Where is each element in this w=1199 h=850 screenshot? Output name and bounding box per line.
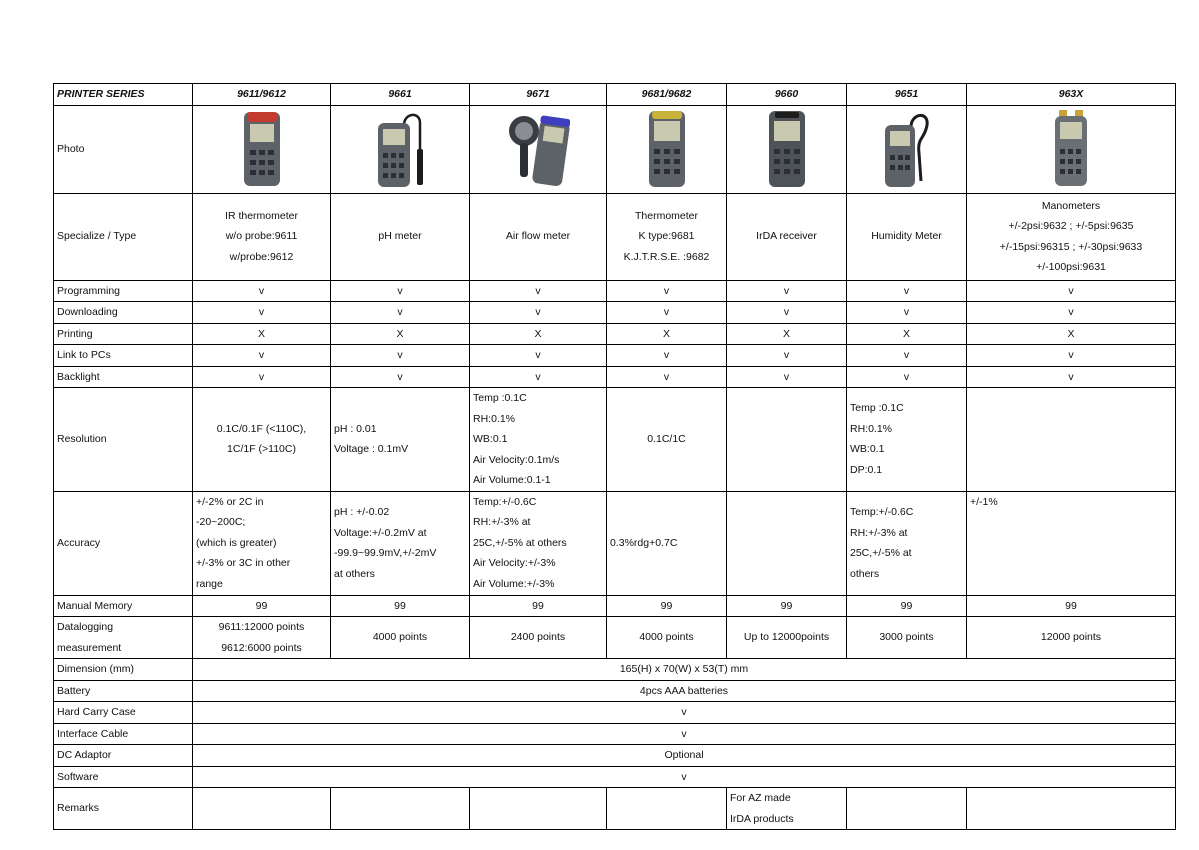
cell-line: pH : 0.01: [334, 422, 377, 435]
cell-line: (which is greater): [196, 536, 277, 549]
cell-line: 0.1C/0.1F (<110C),: [216, 422, 307, 435]
datalogging-cell: 3000 points: [847, 617, 967, 659]
row-label: Software: [54, 766, 193, 788]
spec-cell: [193, 193, 331, 280]
spec-table: [53, 83, 1176, 830]
cell-line: RH:+/-3% at: [473, 516, 531, 529]
cell-line: For AZ made: [730, 792, 791, 804]
spec-cell: [967, 193, 1176, 280]
accuracy-cell: [193, 491, 331, 595]
feature-mark: v: [847, 366, 967, 388]
common-value-cell: v: [193, 702, 1176, 724]
dc-adaptor-row: [54, 745, 1176, 767]
feature-row-downloading: [54, 302, 1176, 324]
hard-carry-case-row: [54, 702, 1176, 724]
header-model: 9660: [727, 84, 847, 106]
row-label: Accuracy: [54, 491, 193, 595]
remarks-cell: [470, 788, 607, 830]
cell-line: range: [196, 577, 223, 590]
cell-line: RH:0.1%: [473, 412, 516, 425]
feature-mark: X: [331, 323, 470, 345]
feature-mark: v: [847, 302, 967, 324]
header-printer-series: PRINTER SERIES: [54, 84, 193, 106]
photo-row: [54, 105, 1176, 193]
memory-cell: 99: [727, 595, 847, 617]
feature-mark: v: [847, 345, 967, 367]
cell-line: IrDA products: [730, 812, 794, 825]
cell-line: RH:+/-3% at: [850, 526, 908, 539]
cell-line: at others: [334, 567, 375, 580]
cell-line: WB:0.1: [473, 433, 508, 445]
memory-cell: 99: [331, 595, 470, 617]
humidity-meter-device-image: [881, 109, 933, 189]
photo-cell: [847, 105, 967, 193]
cell-line: Air Velocity:0.1m/s: [473, 453, 560, 466]
row-label: [54, 617, 193, 659]
cell-line: WB:0.1: [850, 443, 885, 456]
feature-mark: X: [470, 323, 607, 345]
accuracy-cell: [470, 491, 607, 595]
photo-cell: [331, 105, 470, 193]
resolution-cell: [470, 388, 607, 492]
accuracy-cell: 0.3%rdg+0.7C: [607, 491, 727, 595]
feature-mark: v: [967, 280, 1176, 302]
feature-mark: v: [607, 366, 727, 388]
datalogging-cell: 12000 points: [967, 617, 1176, 659]
header-row: [54, 84, 1176, 106]
memory-cell: 99: [193, 595, 331, 617]
row-label: DC Adaptor: [54, 745, 193, 767]
accuracy-cell: +/-1%: [967, 491, 1176, 595]
row-label: Battery: [54, 680, 193, 702]
cell-line: +/-15psi:96315 ; +/-30psi:9633: [999, 240, 1143, 253]
feature-mark: v: [967, 345, 1176, 367]
resolution-cell: 0.1C/1C: [607, 388, 727, 492]
specialize-type-row: [54, 193, 1176, 280]
cell-line: Datalogging: [57, 621, 114, 633]
feature-mark: v: [967, 302, 1176, 324]
datalogging-cell: 4000 points: [607, 617, 727, 659]
ph-meter-device-image: [374, 109, 426, 189]
air-flow-meter-device-image: [506, 109, 570, 189]
common-value-cell: Optional: [193, 745, 1176, 767]
feature-mark: v: [470, 302, 607, 324]
feature-mark: v: [470, 366, 607, 388]
feature-mark: X: [607, 323, 727, 345]
photo-cell: [727, 105, 847, 193]
memory-cell: 99: [967, 595, 1176, 617]
photo-cell: [967, 105, 1176, 193]
common-value-cell: v: [193, 723, 1176, 745]
feature-mark: v: [193, 345, 331, 367]
cell-line: +/-100psi:9631: [1036, 261, 1106, 273]
cell-line: others: [850, 567, 880, 580]
remarks-cell: [331, 788, 470, 830]
cell-line: 9611:12000 points: [218, 621, 305, 633]
remarks-row: [54, 788, 1176, 830]
datalogging-cell: Up to 12000points: [727, 617, 847, 659]
row-label: Remarks: [54, 788, 193, 830]
resolution-cell: [847, 388, 967, 492]
resolution-cell: [967, 388, 1176, 492]
cell-line: Air Volume:0.1-1: [473, 474, 551, 486]
cell-line: Air Velocity:+/-3%: [473, 557, 556, 570]
feature-mark: X: [727, 323, 847, 345]
feature-mark: v: [331, 366, 470, 388]
row-label: Hard Carry Case: [54, 702, 193, 724]
header-model: 9661: [331, 84, 470, 106]
remarks-cell: [193, 788, 331, 830]
spec-cell: pH meter: [331, 193, 470, 280]
resolution-cell: [727, 388, 847, 492]
cell-line: Voltage : 0.1mV: [334, 443, 409, 456]
dimension-row: [54, 659, 1176, 681]
cell-line: w/o probe:9611: [225, 230, 298, 243]
thermometer-k-type-device-image: [647, 109, 687, 189]
header-model: 963X: [967, 84, 1176, 106]
feature-mark: v: [727, 302, 847, 324]
cell-line: IR thermometer: [225, 209, 298, 222]
row-label: Photo: [54, 105, 193, 193]
remarks-cell: [847, 788, 967, 830]
cell-line: Thermometer: [634, 209, 698, 222]
cell-line: +/-3% or 3C in other: [196, 557, 291, 570]
feature-row-printing: [54, 323, 1176, 345]
feature-mark: v: [727, 345, 847, 367]
accuracy-row: [54, 491, 1176, 595]
datalogging-cell: 4000 points: [331, 617, 470, 659]
feature-mark: v: [847, 280, 967, 302]
common-value-cell: v: [193, 766, 1176, 788]
feature-mark: v: [607, 302, 727, 324]
header-model: 9611/9612: [193, 84, 331, 106]
cell-line: w/probe:9612: [229, 250, 294, 263]
cell-line: Air Volume:+/-3%: [473, 577, 555, 590]
row-label: Programming: [54, 280, 193, 302]
remarks-cell: [967, 788, 1176, 830]
memory-cell: 99: [847, 595, 967, 617]
feature-mark: v: [331, 345, 470, 367]
feature-row-programming: [54, 280, 1176, 302]
resolution-row: [54, 388, 1176, 492]
cell-line: +/-2% or 2C in: [196, 495, 264, 508]
photo-cell: [470, 105, 607, 193]
spec-cell: [607, 193, 727, 280]
cell-line: pH : +/-0.02: [334, 506, 390, 518]
resolution-cell: [331, 388, 470, 492]
accuracy-cell: [727, 491, 847, 595]
datalogging-cell: [193, 617, 331, 659]
cell-line: -99.9~99.9mV,+/-2mV: [334, 547, 437, 559]
feature-mark: v: [727, 366, 847, 388]
feature-mark: v: [470, 280, 607, 302]
cell-line: DP:0.1: [850, 463, 883, 476]
cell-line: Temp:+/-0.6C: [850, 506, 914, 518]
spec-cell: IrDA receiver: [727, 193, 847, 280]
common-value-cell: 165(H) x 70(W) x 53(T) mm: [193, 659, 1176, 681]
feature-mark: v: [193, 302, 331, 324]
remarks-cell: [607, 788, 727, 830]
spec-cell: Air flow meter: [470, 193, 607, 280]
feature-mark: v: [470, 345, 607, 367]
cell-line: +/-2psi:9632 ; +/-5psi:9635: [1008, 220, 1134, 232]
cell-line: 9612:6000 points: [221, 641, 302, 654]
row-label: Resolution: [54, 388, 193, 492]
row-label: Link to PCs: [54, 345, 193, 367]
interface-cable-row: [54, 723, 1176, 745]
row-label: Downloading: [54, 302, 193, 324]
cell-line: Manometers: [1041, 199, 1101, 212]
cell-line: 1C/1F (>110C): [227, 443, 296, 456]
thermometer-device-image: [242, 110, 282, 188]
cell-line: 25C,+/-5% at others: [473, 536, 567, 549]
cell-line: measurement: [57, 641, 122, 654]
feature-mark: v: [331, 302, 470, 324]
resolution-cell: [193, 388, 331, 492]
header-model: 9651: [847, 84, 967, 106]
feature-mark: v: [331, 280, 470, 302]
manual-memory-row: [54, 595, 1176, 617]
feature-mark: X: [847, 323, 967, 345]
cell-line: Temp :0.1C: [850, 402, 904, 415]
remarks-cell: [727, 788, 847, 830]
accuracy-cell: [847, 491, 967, 595]
cell-line: Temp :0.1C: [473, 392, 527, 404]
header-model: 9671: [470, 84, 607, 106]
memory-cell: 99: [607, 595, 727, 617]
feature-mark: X: [967, 323, 1176, 345]
feature-mark: v: [967, 366, 1176, 388]
datalogging-row: [54, 617, 1176, 659]
accuracy-cell: [331, 491, 470, 595]
header-model: 9681/9682: [607, 84, 727, 106]
software-row: [54, 766, 1176, 788]
feature-row-link-to-pcs: [54, 345, 1176, 367]
row-label: Backlight: [54, 366, 193, 388]
photo-cell: [193, 105, 331, 193]
row-label: Printing: [54, 323, 193, 345]
cell-line: RH:0.1%: [850, 422, 893, 435]
cell-line: K type:9681: [638, 230, 695, 243]
cell-line: -20~200C;: [196, 516, 246, 529]
spec-cell: Humidity Meter: [847, 193, 967, 280]
photo-cell: [607, 105, 727, 193]
row-label: Dimension (mm): [54, 659, 193, 681]
feature-mark: v: [607, 345, 727, 367]
common-value-cell: 4pcs AAA batteries: [193, 680, 1176, 702]
feature-mark: v: [607, 280, 727, 302]
feature-row-backlight: [54, 366, 1176, 388]
cell-line: K.J.T.R.S.E. :9682: [623, 250, 710, 263]
feature-mark: v: [193, 280, 331, 302]
memory-cell: 99: [470, 595, 607, 617]
row-label: Interface Cable: [54, 723, 193, 745]
cell-line: Voltage:+/-0.2mV at: [334, 526, 427, 539]
row-label: Specialize / Type: [54, 193, 193, 280]
feature-mark: v: [193, 366, 331, 388]
row-label: Manual Memory: [54, 595, 193, 617]
feature-mark: X: [193, 323, 331, 345]
datalogging-cell: 2400 points: [470, 617, 607, 659]
feature-mark: v: [727, 280, 847, 302]
cell-line: 25C,+/-5% at: [850, 547, 912, 559]
irda-receiver-device-image: [767, 109, 807, 189]
battery-row: [54, 680, 1176, 702]
cell-line: Temp:+/-0.6C: [473, 495, 537, 508]
manometer-device-image: [1051, 109, 1091, 189]
